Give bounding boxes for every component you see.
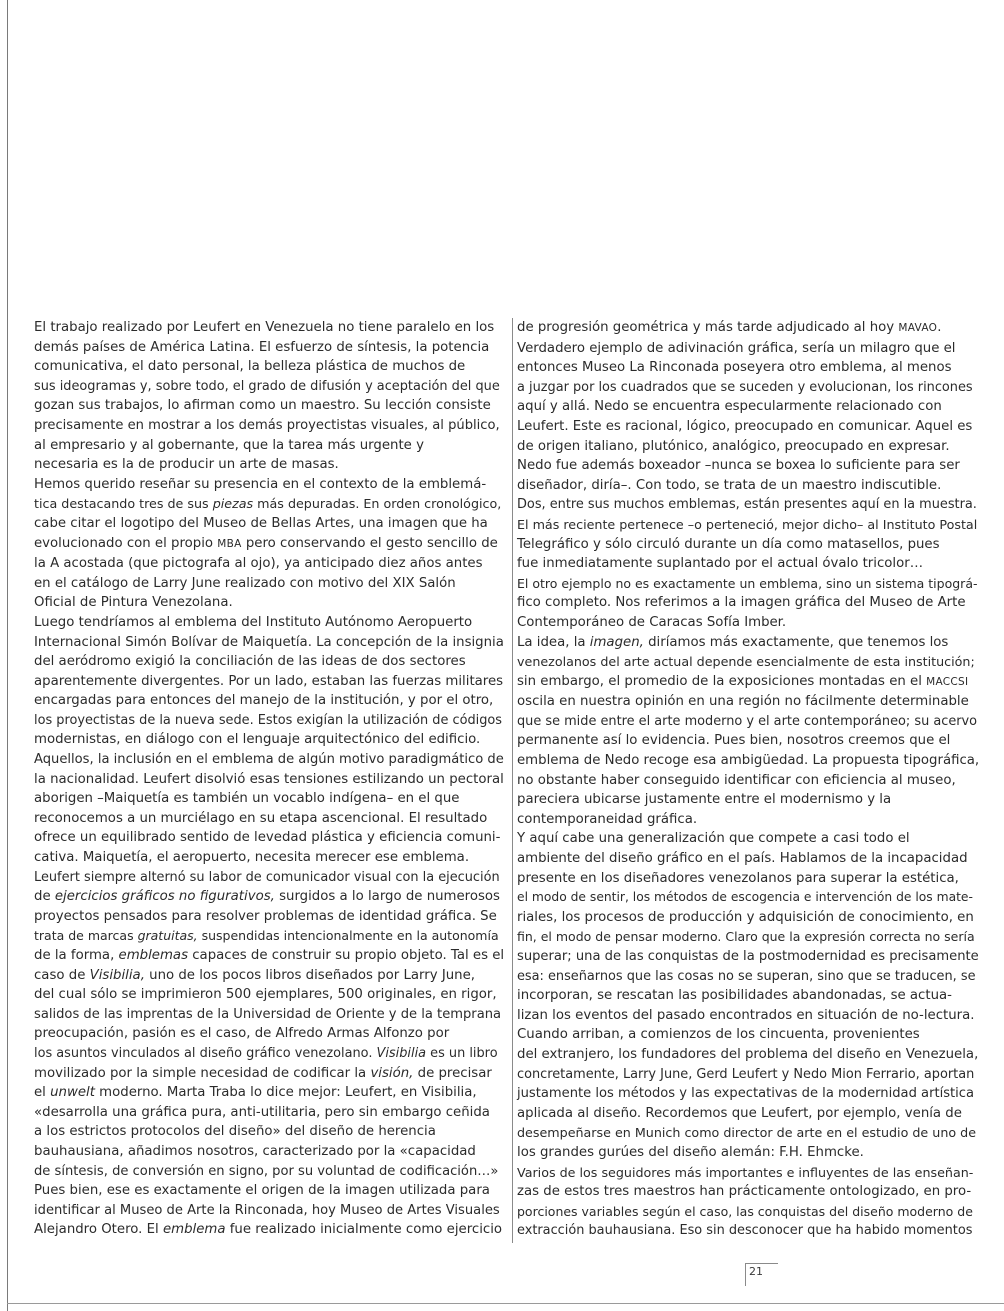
text-line: fue inmediatamente suplantado por el actual óvalo tricolor…: [517, 556, 923, 572]
text-line: concretamente, Larry June, Gerd Leufert y Nedo Mion Ferrario, aportan: [517, 1066, 975, 1082]
text-line: a juzgar por los cuadrados que se suceden y evolucionan, los rincones: [517, 379, 973, 395]
text-line: Leufert. Este es racional, lógico, preocupado en comunicar. Aquel es: [517, 418, 973, 434]
text-line: ofrece un equilibrado sentido de levedad plástica y eficiencia comuni-: [34, 830, 501, 846]
right-column-rule: [512, 318, 513, 1243]
text-line: «desarrolla una gráfica pura, anti-utilitaria, pero sin embargo ceñida: [34, 1104, 490, 1120]
text-line: entonces Museo La Rinconada poseyera otro emblema, al menos: [517, 360, 952, 376]
text-line: Cuando arriban, a comienzos de los cincuenta, provenientes: [517, 1027, 920, 1043]
text-line: Hemos querido reseñar su presencia en el contexto de la emblemá-: [34, 476, 487, 492]
text-line: que se mide entre el arte moderno y el arte contemporáneo; su acervo: [517, 713, 978, 729]
text-line: superar; una de las conquistas de la postmodernidad es precisamente: [517, 949, 979, 964]
small-caps-text: MAVAO: [898, 322, 938, 334]
text-line: aquí y allá. Nedo se encuentra especularmente relacionado con: [517, 399, 942, 415]
text-line: sus ideogramas y, sobre todo, el grado de difusión y aceptación del que: [34, 378, 500, 394]
text-line: Varios de los seguidores más importantes e influyentes de las enseñan-: [517, 1164, 974, 1180]
italic-text: ejercicios gráficos no figurativos,: [54, 889, 275, 905]
text-line: zas de estos tres maestros han prácticamente ontologizado, en pro-: [517, 1184, 972, 1200]
italic-text: gratuitas,: [137, 928, 198, 944]
text-line: pareciera ubicarse justamente entre el modernismo y la: [517, 792, 892, 808]
italic-text: emblema: [162, 1222, 226, 1238]
text-line: preocupación, pasión es el caso, de Alfredo Armas Alfonzo por: [34, 1026, 450, 1042]
text-line: extracción bauhausiana. Eso sin desconocer que ha habido momentos: [517, 1223, 973, 1239]
text-line: caso de Visibilia, uno de los pocos libros diseñados por Larry June,: [34, 967, 476, 983]
text-line: venezolanos del arte actual depende esencialmente de esta institución;: [517, 654, 975, 670]
text-line: Contemporáneo de Caracas Sofía Imber.: [517, 614, 787, 630]
text-line: el modo de sentir, los métodos de escogencia e intervención de los mate-: [517, 890, 973, 905]
text-line: Aquellos, la inclusión en el emblema de algún motivo paradigmático de: [34, 752, 504, 768]
text-line: no obstante haber conseguido identificar con eficiencia al museo,: [517, 772, 956, 788]
italic-text: visión,: [370, 1065, 414, 1081]
text-line: lizan los eventos del pasado encontrados en situación de no-lectura.: [517, 1007, 975, 1023]
text-line: Dos, entre sus muchos emblemas, están presentes aquí en la muestra.: [517, 497, 977, 513]
text-line: de progresión geométrica y más tarde adjudicado al hoy MAVAO.: [517, 320, 942, 335]
italic-text: imagen,: [589, 634, 644, 650]
text-line: El otro ejemplo no es exactamente un emblema, sino un sistema tipográ-: [517, 575, 978, 591]
text-line: de origen italiano, plutónico, analógico, preocupado en expresar.: [517, 438, 950, 454]
page-left-edge-rule: [7, 0, 8, 1311]
text-line: ambiente del diseño gráfico en el país. Hablamos de la incapacidad: [517, 851, 968, 867]
page-number-rule-horizontal: [745, 1263, 778, 1264]
text-line: aparentemente divergentes. Por un lado, estaban las fuerzas militares: [34, 673, 504, 689]
text-line: encargadas para entonces del manejo de la institución, y por el otro,: [34, 693, 494, 709]
text-line: el unwelt moderno. Marta Traba lo dice mejor: Leufert, en Visibilia,: [34, 1085, 477, 1101]
text-line: identificar al Museo de Arte la Rinconada, hoy Museo de Artes Visuales: [34, 1202, 500, 1218]
text-line: riales, los procesos de producción y adquisición de conocimiento, en: [517, 909, 974, 925]
text-line: oscila en nuestra opinión en una región no fácilmente determinable: [517, 694, 969, 710]
text-line: salidos de las imprentas de la Universidad de Oriente y de la temprana: [34, 1006, 502, 1022]
text-line: Y aquí cabe una generalización que compete a casi todo el: [517, 831, 910, 847]
text-line: La idea, la imagen, diríamos más exactamente, que tenemos los: [517, 634, 949, 650]
text-line: demás países de América Latina. El esfuerzo de síntesis, la potencia: [34, 339, 490, 355]
text-line: bauhausiana, añadimos nosotros, caracterizado por la «capacidad: [34, 1143, 476, 1159]
text-line: aplicada al diseño. Recordemos que Leufert, por ejemplo, venía de: [517, 1105, 962, 1121]
text-line: esa: enseñarnos que las cosas no se superan, sino que se traducen, se: [517, 968, 976, 984]
text-line: Alejandro Otero. El emblema fue realizado inicialmente como ejercicio: [34, 1222, 503, 1238]
text-line: los proyectistas de la nueva sede. Estos exigían la utilización de códigos: [34, 712, 503, 728]
text-line: diseñador, diría–. Con todo, se trata de un maestro indiscutible.: [517, 477, 942, 493]
italic-text: piezas: [212, 496, 254, 512]
text-line: El trabajo realizado por Leufert en Venezuela no tiene paralelo en los: [34, 320, 495, 335]
text-line: El más reciente pertenece –o perteneció, mejor dicho– al Instituto Postal: [517, 516, 978, 532]
page-bottom-edge-rule: [7, 1303, 1004, 1304]
text-line: Leufert siempre alternó su labor de comunicador visual con la ejecución: [34, 869, 500, 885]
text-line: precisamente en mostrar a los demás proyectistas visuales, al público,: [34, 417, 500, 433]
text-line: presente en los diseñadores venezolanos para superar la estética,: [517, 870, 959, 886]
text-line: cativa. Maiquetía, el aeropuerto, necesita merecer ese emblema.: [34, 850, 470, 866]
text-line: porciones variables según el caso, las conquistas del diseño moderno de: [517, 1203, 973, 1219]
text-line: Telegráfico y sólo circuló durante un día como matasellos, pues: [517, 536, 940, 552]
text-line: justamente los métodos y las expectativas de la modernidad artística: [517, 1086, 975, 1102]
text-line: de síntesis, de conversión en signo, por su voluntad de codificación…»: [34, 1163, 499, 1179]
text-line: incorporan, se rescatan las posibilidades abandonadas, se actua-: [517, 988, 952, 1004]
text-line: tica destacando tres de sus piezas más depuradas. En orden cronológico,: [34, 496, 502, 512]
text-line: del cual sólo se imprimieron 500 ejemplares, 500 originales, en rigor,: [34, 987, 497, 1003]
text-line: de ejercicios gráficos no figurativos, surgidos a lo largo de numerosos: [34, 889, 500, 905]
small-caps-text: MACCSI: [926, 675, 969, 688]
text-line: cabe citar el logotipo del Museo de Bellas Artes, una imagen que ha: [34, 515, 488, 531]
italic-text: Visibilia,: [89, 967, 145, 983]
italic-text: emblemas: [118, 948, 189, 963]
text-line: emblema de Nedo recoge esa ambigüedad. La propuesta tipográfica,: [517, 753, 980, 769]
text-line: trata de marcas gratuitas, suspendidas intencionalmente en la autonomía: [34, 928, 499, 944]
text-line: de la forma, emblemas capaces de construir su propio objeto. Tal es el: [34, 948, 505, 963]
text-line: comunicativa, el dato personal, la belleza plástica de muchos de: [34, 359, 466, 375]
text-line: contemporaneidad gráfica.: [517, 811, 698, 827]
text-line: los asuntos vinculados al diseño gráfico venezolano. Visibilia es un libro: [34, 1045, 498, 1061]
text-line: la nacionalidad. Leufert disolvió esas tensiones estilizando un pectoral: [34, 771, 504, 787]
text-line: aborigen –Maiquetía es también un vocablo indígena– en el que: [34, 791, 460, 807]
text-line: al empresario y al gobernante, que la tarea más urgente y: [34, 437, 424, 453]
text-line: Oficial de Pintura Venezolana.: [34, 595, 233, 611]
text-line: modernistas, en diálogo con el lenguaje arquitectónico del edificio.: [34, 732, 481, 748]
text-line: Nedo fue además boxeador –nunca se boxea lo suficiente para ser: [517, 458, 960, 474]
text-line: los grandes gurúes del diseño alemán: F.H. Ehmcke.: [517, 1144, 864, 1160]
text-line: en el catálogo de Larry June realizado con motivo del XIX Salón: [34, 575, 456, 591]
text-line: Internacional Simón Bolívar de Maiquetía. La concepción de la insignia: [34, 634, 504, 650]
text-line: sin embargo, el promedio de la exposiciones montadas en el MACCSI: [517, 673, 969, 689]
page-number-rule-vertical: [745, 1263, 746, 1286]
italic-text: unwelt: [50, 1085, 95, 1101]
text-line: fin, el modo de pensar moderno. Claro que la expresión correcta no sería: [517, 929, 975, 945]
text-line: movilizado por la simple necesidad de codificar la visión, de precisar: [34, 1065, 492, 1081]
text-line: fico completo. Nos referimos a la imagen gráfica del Museo de Arte: [517, 595, 966, 611]
text-line: proyectos pensados para resolver problemas de identidad gráfica. Se: [34, 908, 497, 924]
right-text-column: [517, 318, 979, 1241]
text-line: Pues bien, ese es exactamente el origen de la imagen utilizada para: [34, 1183, 490, 1199]
italic-text: Visibilia: [376, 1045, 427, 1061]
text-line: Verdadero ejemplo de adivinación gráfica, sería un milagro que el: [517, 340, 956, 356]
text-line: del aeródromo exigió la conciliación de las ideas de dos sectores: [34, 654, 466, 670]
text-line: desempeñarse en Munich como director de arte en el estudio de uno de: [517, 1125, 977, 1141]
text-line: necesaria es la de producir un arte de masas.: [34, 457, 339, 473]
text-line: del extranjero, los fundadores del problema del diseño en Venezuela,: [517, 1046, 979, 1062]
text-line: evolucionado con el propio MBA pero conservando el gesto sencillo de: [34, 535, 498, 551]
left-text-column: [34, 318, 504, 1240]
text-line: gozan sus trabajos, lo afirman como un maestro. Su lección consiste: [34, 398, 491, 414]
text-line: Luego tendríamos al emblema del Instituto Autónomo Aeropuerto: [34, 614, 473, 630]
small-caps-text: MBA: [217, 537, 242, 550]
text-line: permanente así lo evidencia. Pues bien, nosotros creemos que el: [517, 733, 951, 749]
text-line: reconocemos a un murciélago en su etapa ascencional. El resultado: [34, 810, 488, 826]
text-line: a los estrictos protocolos del diseño» del diseño de herencia: [34, 1124, 436, 1140]
text-line: la A acostada (que pictografa al ojo), ya anticipado diez años antes: [34, 556, 483, 572]
page-number: 21: [749, 1265, 763, 1278]
